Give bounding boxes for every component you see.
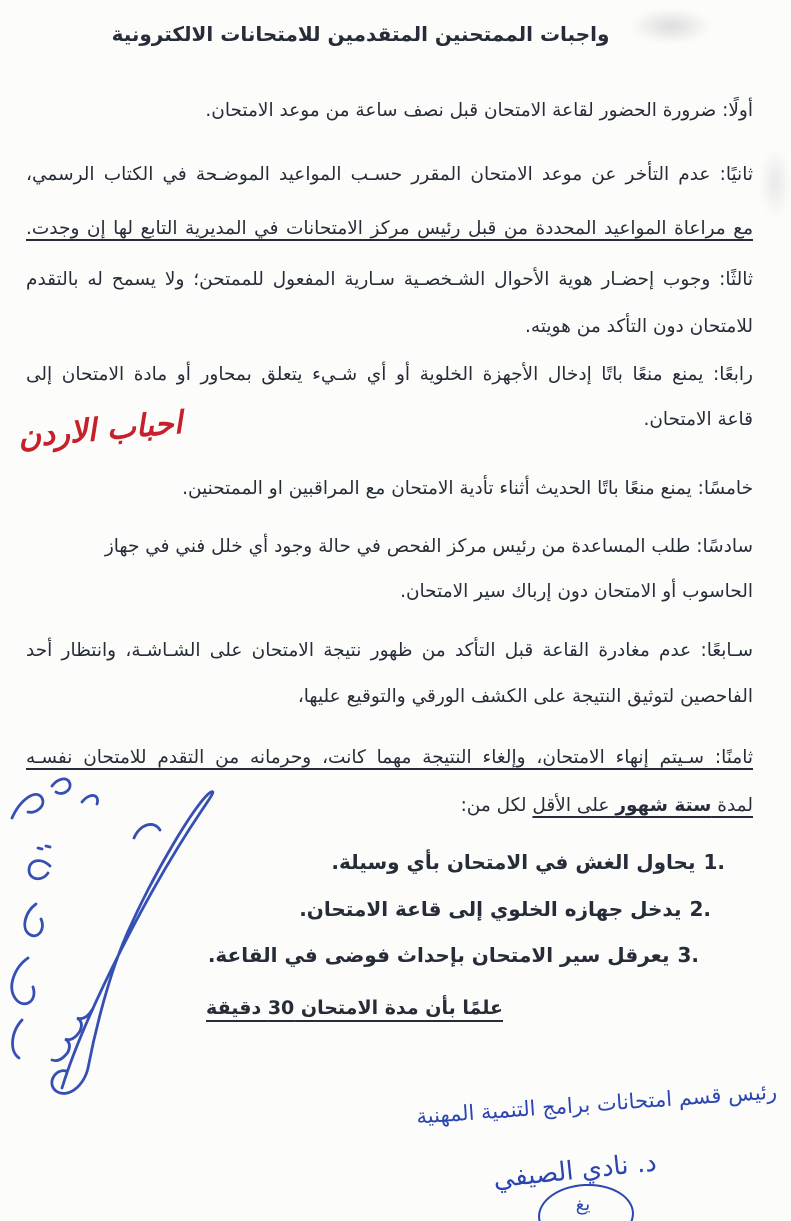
seal-initials: يغ <box>574 1193 591 1216</box>
page-title: واجبات الممتحنين المتقدمين للامتحانات الالكترونية <box>111 22 610 46</box>
paragraph-line-underlined: ثامنًا: سـيتم إنهاء الامتحان، وإلغاء النتيجة مهما كانت، وحرمانه من التقدم للامتحان نفسـه <box>26 747 753 768</box>
paragraph-line: للامتحان دون التأكد من هويته. <box>525 316 753 337</box>
duration-note: علمًا بأن مدة الامتحان 30 دقيقة <box>206 997 503 1019</box>
list-item <box>208 943 699 967</box>
list-item <box>299 897 711 921</box>
phrase-bold: ستة شهور <box>615 795 712 816</box>
underlined-phrase <box>532 795 753 816</box>
paragraph-line: سادسًا: طلب المساعدة من رئيس مركز الفحص في حالة وجود أي خلل فني في جهاز <box>104 536 753 557</box>
paragraph-first <box>26 88 753 134</box>
paragraph-line-underlined: مع مراعاة المواعيد المحددة من قبل رئيس مركز الامتحانات في المديرية التابع لها إن وجدت. <box>26 218 753 239</box>
signer-title-handwriting: رئيس قسم امتحانات برامج التنمية المهنية <box>415 1079 778 1129</box>
paragraph-line: رابعًا: يمنع منعًا باتًا إدخال الأجهزة الخلوية أو أي شـيء يتعلق بمحاور أو مادة الامتحان إلى <box>26 364 753 385</box>
paragraph-line: أولًا: ضرورة الحضور لقاعة الامتحان قبل نصف ساعة من موعد الامتحان. <box>205 100 753 121</box>
list-item-number: 1. <box>703 850 725 874</box>
list-item-text: يعرقل سير الامتحان بإحداث فوضى في القاعة. <box>207 943 670 967</box>
scan-smudge <box>760 148 791 218</box>
paragraph-sixth <box>26 524 753 614</box>
paragraph-third <box>26 256 753 350</box>
paragraph-line: قاعة الامتحان. <box>643 409 753 430</box>
list-item-text: يحاول الغش في الامتحان بأي وسيلة. <box>331 850 696 874</box>
paragraph-line: ثانيًا: عدم التأخر عن موعد الامتحان المقرر حسـب المواعيد الموضـحة في الكتاب الرسمي، <box>26 164 753 185</box>
paragraph-line: الفاحصين لتوثيق النتيجة على الكشف الورقي والتوقيع عليها، <box>297 686 753 707</box>
list-item-number: 2. <box>689 897 711 921</box>
list-item <box>331 850 725 874</box>
paragraph-line: ثالثًا: وجوب إحضـار هوية الأحوال الشـخصـية سـارية المفعول للممتحن؛ ولا يسمح له بالتقدم <box>26 269 753 290</box>
phrase-tail: لكل من: <box>460 795 533 816</box>
list-item-text: يدخل جهازه الخلوي إلى قاعة الامتحان. <box>299 897 682 921</box>
paragraph-line: الحاسوب أو الامتحان دون إرباك سير الامتحان. <box>400 581 753 602</box>
phrase-lead: لمدة <box>711 795 753 816</box>
phrase-trail: على الأقل <box>532 795 616 816</box>
paragraph-fifth <box>26 466 753 512</box>
paragraph-second <box>26 148 753 256</box>
handwritten-signature-scribble <box>0 758 268 1106</box>
red-stamp-text: احباب الاردن <box>16 404 184 456</box>
list-item-number: 3. <box>677 943 699 967</box>
paragraph-line: سـابعًا: عدم مغادرة القاعة قبل التأكد من ظهور نتيجة الامتحان على الشـاشـة، وانتظار أحد <box>26 640 753 661</box>
paragraph-seventh <box>26 628 753 720</box>
paragraph-line: خامسًا: يمنع منعًا باتًا الحديث أثناء تأدية الامتحان مع المراقبين او الممتحنين. <box>182 478 753 499</box>
signer-name-handwriting: د. نادي الصيفي <box>492 1147 659 1195</box>
